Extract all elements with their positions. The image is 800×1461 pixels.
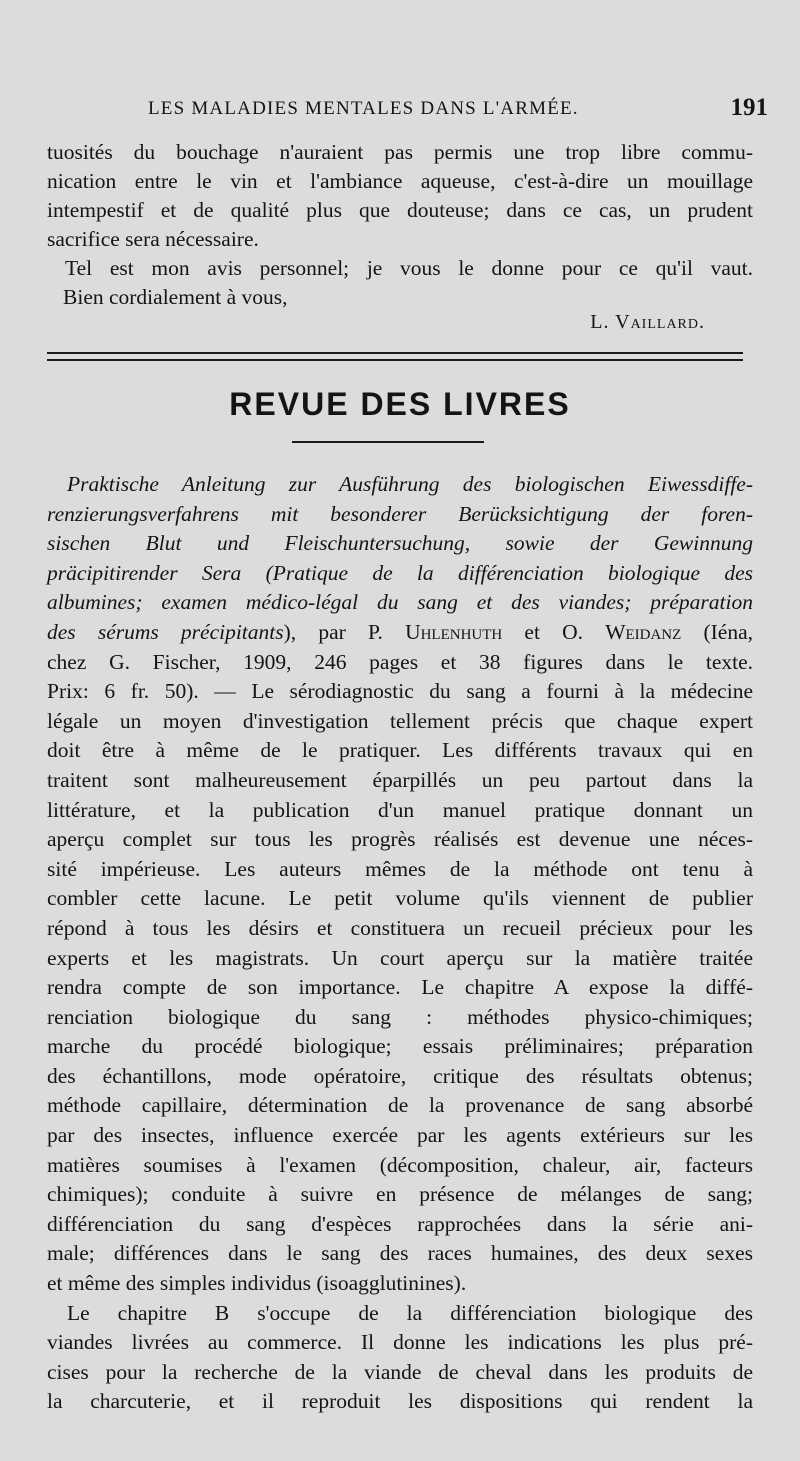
- review-line: sité impérieuse. Les auteurs mêmes de la méthode ont tenu à: [47, 856, 753, 881]
- review-line: chez G. Fischer, 1909, 246 pages et 38 figures dans le texte.: [47, 649, 753, 674]
- letter-line: sacrifice sera nécessaire.: [47, 227, 259, 251]
- review-line: marche du procédé biologique; essais préliminaires; préparation: [47, 1034, 753, 1059]
- review-line: renciation biologique du sang : méthodes physico-chimiques;: [47, 1004, 753, 1029]
- review-line: cises pour la recherche de la viande de cheval dans les produits de: [47, 1359, 753, 1384]
- letter-line: intempestif et de qualité plus que douteuse; dans ce cas, un prudent: [47, 198, 753, 222]
- review-line: différenciation du sang d'espèces rapprochées dans la série ani-: [47, 1211, 753, 1236]
- citation-and: et O.: [502, 619, 606, 644]
- citation-connector: ), par P.: [283, 619, 406, 644]
- review-line: aperçu complet sur tous les progrès réalisés est devenue une néces-: [47, 827, 753, 852]
- review-line: Le chapitre B s'occupe de la différenciation biologique des: [67, 1300, 753, 1325]
- review-line: littérature, et la publication d'un manuel pratique donnant un: [47, 797, 753, 822]
- review-line: et même des simples individus (isoagglutinines).: [47, 1271, 467, 1296]
- letter-line: Bien cordialement à vous,: [63, 285, 288, 309]
- author-weidanz: Weidanz: [605, 619, 682, 644]
- review-line: légale un moyen d'investigation tellement précis que chaque expert: [47, 708, 753, 733]
- page-number: 191: [730, 94, 768, 121]
- review-line: combler cette lacune. Le petit volume qu'ils viennent de publier: [47, 886, 753, 911]
- letter-line: tuosités du bouchage n'auraient pas permis une trop libre commu-: [47, 140, 753, 164]
- review-line: répond à tous les désirs et constituera un recueil précieux pour les: [47, 915, 753, 940]
- running-head: [148, 94, 768, 124]
- review-line: rendra compte de son importance. Le chapitre A expose la diffé-: [47, 975, 753, 1000]
- review-line: traitent sont malheureusement éparpillés un peu partout dans la: [47, 767, 753, 792]
- letter-line: nication entre le vin et l'ambiance aqueuse, c'est-à-dire un mouillage: [47, 169, 753, 193]
- letter-line: Tel est mon avis personnel; je vous le donne pour ce qu'il vaut.: [65, 256, 753, 280]
- review-line: male; différences dans le sang des races humaines, des deux sexes: [47, 1241, 753, 1266]
- review-line: chimiques); conduite à suivre en présence de mélanges de sang;: [47, 1182, 753, 1207]
- review-title-line: albumines; examen médico-légal du sang et des viandes; préparation: [47, 590, 753, 615]
- review-line: Prix: 6 fr. 50). — Le sérodiagnostic du sang a fourni à la médecine: [47, 679, 753, 704]
- review-title-line: präcipitirender Sera (Pratique de la différenciation biologique des: [47, 560, 753, 585]
- title-underline: [292, 441, 484, 443]
- review-title-line: sischen Blut und Fleischuntersuchung, sowie der Gewinnung: [47, 531, 753, 556]
- review-citation-line: [47, 618, 753, 648]
- review-title-line: Praktische Anleitung zur Ausführung des biologischen Eiwessdiffe-: [67, 472, 753, 496]
- review-title-line: renzierungsverfahrens mit besonderer Berücksichtigung der foren-: [47, 501, 753, 526]
- review-line: par des insectes, influence exercée par les agents extérieurs sur les: [47, 1123, 753, 1148]
- review-line: experts et les magistrats. Un court aperçu sur la matière traitée: [47, 945, 753, 970]
- review-line: la charcuterie, et il reproduit les dispositions qui rendent la: [47, 1389, 753, 1414]
- citation-publisher: (Iéna,: [681, 619, 754, 644]
- section-title: REVUE DES LIVRES: [229, 386, 571, 422]
- section-divider: [47, 352, 743, 361]
- running-title: LES MALADIES MENTALES DANS L'ARMÉE.: [148, 98, 579, 119]
- author-uhlenhuth: Uhlenhuth: [405, 619, 503, 644]
- review-title-end: des sérums précipitants: [47, 619, 284, 644]
- letter-signature: L. Vaillard.: [590, 311, 705, 333]
- book-review: [47, 470, 753, 1417]
- letter-conclusion: [47, 138, 753, 312]
- review-line: des échantillons, mode opératoire, critique des résultats obtenus;: [47, 1063, 753, 1088]
- review-line: méthode capillaire, détermination de la provenance de sang absorbé: [47, 1093, 753, 1118]
- review-line: viandes livrées au commerce. Il donne les indications les plus pré-: [47, 1330, 753, 1355]
- review-line: doit être à même de le pratiquer. Les différents travaux qui en: [47, 738, 753, 763]
- review-line: matières soumises à l'examen (décomposition, chaleur, air, facteurs: [47, 1152, 753, 1177]
